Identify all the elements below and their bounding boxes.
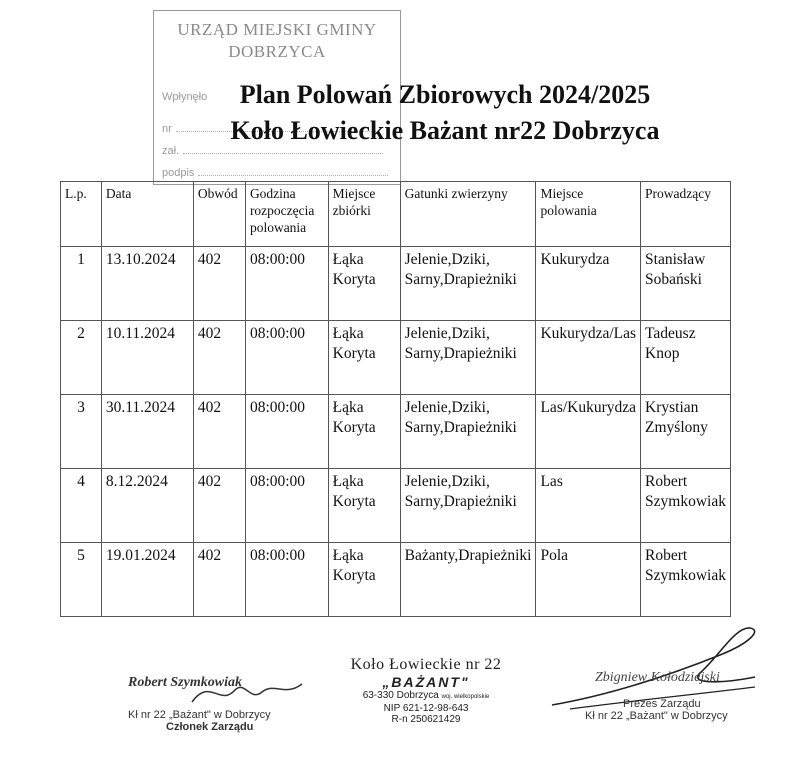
club-stamp-city: 63-330 Dobrzyca xyxy=(362,690,439,701)
right-signatory-club: Kł nr 22 „Bażant" w Dobrzycy xyxy=(585,710,728,722)
cell-district: 402 xyxy=(193,469,245,543)
cell-district: 402 xyxy=(193,321,245,395)
table-row xyxy=(61,543,731,617)
cell-time: 08:00:00 xyxy=(245,395,328,469)
cell-date: 30.11.2024 xyxy=(101,395,193,469)
cell-time: 08:00:00 xyxy=(245,321,328,395)
club-stamp-regon: R-n 250621429 xyxy=(391,714,461,725)
stamp-attachments-label: zał. xyxy=(162,145,180,157)
right-signatory-name: Zbigniew Kołodziejski xyxy=(595,670,720,685)
document-title: Plan Polowań Zbiorowych 2024/2025 xyxy=(239,80,651,109)
stamp-signature-label: podpis xyxy=(162,167,195,179)
cell-time: 08:00:00 xyxy=(245,469,328,543)
cell-district: 402 xyxy=(193,247,245,321)
right-signatory-role: Prezes Zarządu xyxy=(623,698,701,710)
stamp-row-signature xyxy=(162,167,388,179)
header-start-time: Godzina rozpoczęcia polowania xyxy=(245,182,328,247)
cell-leader: Robert Szymkowiak xyxy=(641,543,731,617)
cell-date: 13.10.2024 xyxy=(101,247,193,321)
cell-lp: 4 xyxy=(61,469,102,543)
stamp-row-attachments xyxy=(162,145,383,157)
document-subtitle: Koło Łowieckie Bażant nr22 Dobrzyca xyxy=(230,116,660,145)
cell-location: Kukurydza xyxy=(536,247,641,321)
cell-time: 08:00:00 xyxy=(245,247,328,321)
cell-leader: Robert Szymkowiak xyxy=(641,469,731,543)
cell-gathering: Łąka Koryta xyxy=(328,321,400,395)
club-stamp xyxy=(326,656,526,725)
cell-species: Jelenie,Dziki, Sarny,Drapieżniki xyxy=(400,469,536,543)
cell-species: Bażanty,Drapieżniki xyxy=(400,543,536,617)
club-stamp-nip: NIP 621-12-98-643 xyxy=(383,703,469,714)
cell-time: 08:00:00 xyxy=(245,543,328,617)
table-row xyxy=(61,247,731,321)
club-stamp-name: Koło Łowieckie nr 22 xyxy=(350,656,502,673)
cell-lp: 1 xyxy=(61,247,102,321)
header-date: Data xyxy=(101,182,193,247)
header-lp: L.p. xyxy=(61,182,102,247)
cell-location: Las/Kukurydza xyxy=(536,395,641,469)
cell-date: 19.01.2024 xyxy=(101,543,193,617)
table-row xyxy=(61,395,731,469)
club-stamp-voivodeship: woj. wielkopolskie xyxy=(441,694,490,700)
stamp-office-line2: DOBRZYCA xyxy=(228,42,326,61)
cell-species: Jelenie,Dziki, Sarny,Drapieżniki xyxy=(400,395,536,469)
cell-lp: 3 xyxy=(61,395,102,469)
cell-lp: 2 xyxy=(61,321,102,395)
club-stamp-bazant: „BAŻANT" xyxy=(382,674,470,690)
cell-species: Jelenie,Dziki, Sarny,Drapieżniki xyxy=(400,321,536,395)
table-row xyxy=(61,469,731,543)
header-leader: Prowadzący xyxy=(641,182,731,247)
cell-gathering: Łąka Koryta xyxy=(328,469,400,543)
cell-date: 10.11.2024 xyxy=(101,321,193,395)
cell-species: Jelenie,Dziki, Sarny,Drapieżniki xyxy=(400,247,536,321)
cell-district: 402 xyxy=(193,395,245,469)
club-stamp-address xyxy=(326,690,526,703)
stamp-office-line1: URZĄD MIEJSKI GMINY xyxy=(177,20,377,39)
header-gathering-place: Miejsce zbiórki xyxy=(328,182,400,247)
cell-leader: Tadeusz Knop xyxy=(641,321,731,395)
header-district: Obwód xyxy=(193,182,245,247)
stamp-nr-label: nr xyxy=(162,123,172,135)
left-signatory-name: Robert Szymkowiak xyxy=(128,675,242,690)
cell-gathering: Łąka Koryta xyxy=(328,247,400,321)
left-signature-block xyxy=(128,675,308,733)
right-signature-block xyxy=(585,670,765,722)
cell-district: 402 xyxy=(193,543,245,617)
table-row xyxy=(61,321,731,395)
header-species: Gatunki zwierzyny xyxy=(400,182,536,247)
table-header-row xyxy=(61,182,731,247)
hunt-plan-table xyxy=(60,181,731,617)
header-hunt-location: Miejsce polowania xyxy=(536,182,641,247)
cell-leader: Krystian Zmyślony xyxy=(641,395,731,469)
cell-location: Kukurydza/Las xyxy=(536,321,641,395)
left-signatory-role: Członek Zarządu xyxy=(166,721,254,733)
cell-gathering: Łąka Koryta xyxy=(328,543,400,617)
left-signatory-club: Kł nr 22 „Bażant" w Dobrzycy xyxy=(128,709,271,721)
cell-leader: Stanisław Sobański xyxy=(641,247,731,321)
cell-lp: 5 xyxy=(61,543,102,617)
cell-location: Las xyxy=(536,469,641,543)
cell-gathering: Łąka Koryta xyxy=(328,395,400,469)
stamp-received-label: Wpłynęło xyxy=(162,91,208,103)
cell-date: 8.12.2024 xyxy=(101,469,193,543)
cell-location: Pola xyxy=(536,543,641,617)
